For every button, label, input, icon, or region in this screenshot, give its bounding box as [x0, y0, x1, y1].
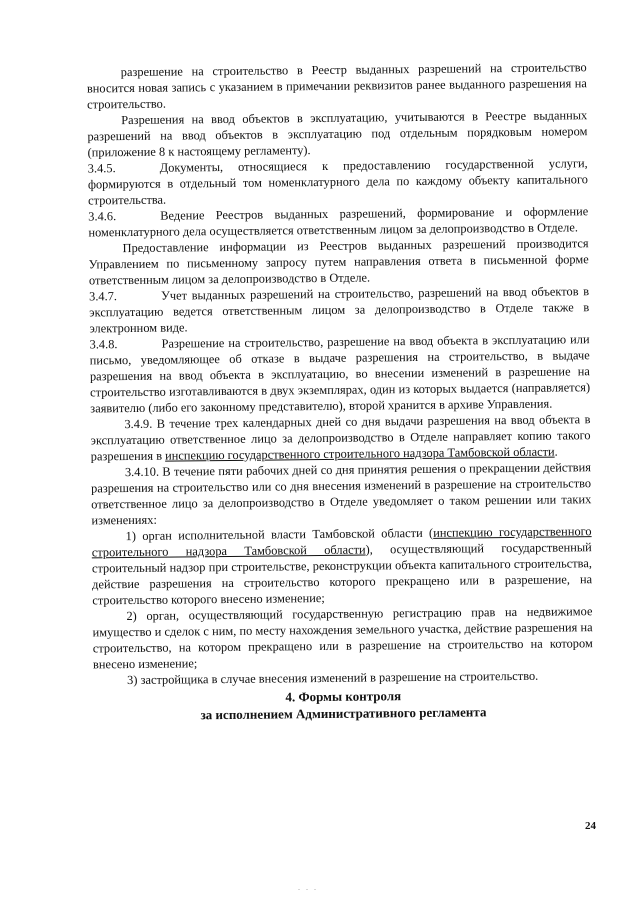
clause-text: Документы, относящиеся к предоставлению государственной услуги, формируются в отдельный том номенклатурного дела по каждому объекту капитального строительства. — [87, 156, 588, 208]
list-item-1 — [92, 523, 593, 608]
clause-number: 3.4.6. — [88, 209, 117, 224]
section-title: 4. Формы контроля — [285, 688, 402, 705]
paragraph-3-4-10: 3.4.10. В течение пяти рабочих дней со дня принятия решения о прекращении действия разрешения на строительство или со дня внесения изменений в разрешение на строительство ответственное лицо за делопроизводство в Отделе уведомляет о таком решении или таких изменениях: — [91, 460, 592, 528]
list-text: 1) орган исполнительной власти Тамбовской области ( — [125, 525, 434, 544]
clause-number: 3.4.5. — [87, 161, 116, 176]
underlined-text: инспекцию государственного строительного надзора Тамбовской области — [165, 444, 555, 463]
paragraph-3-4-6 — [88, 203, 588, 240]
footer-mark: . . . — [298, 883, 318, 892]
paragraph: Разрешения на ввод объектов в эксплуатацию, учитываются в Реестре выданных разрешений на ввод объектов в эксплуатацию под отдельным порядковым номером (приложение 8 к настоящему регламенту). — [87, 108, 588, 160]
paragraph-3-4-5 — [88, 155, 588, 208]
clause-text: Учет выданных разрешений на строительство, разрешений на ввод объектов в эксплуатацию ведется ответственным лицом за делопроизводство в Отделе также в электронном виде. — [89, 284, 590, 336]
clause-text: Разрешение на строительство, разрешение на ввод объекта в эксплуатацию или письмо, уведомляющее об отказе в выдаче разрешения на строительство, в выдаче разрешения на ввод объекта в эксплуатацию, во внесении изменений в разрешение на строительство изготавливаются в двух экземплярах, один из которых выдается (направляется) заявителю (либо его законному представителю), второй хранится в архиве Управления. — [89, 332, 591, 416]
clause-number: 3.4.7. — [89, 289, 118, 304]
clause-text: . — [554, 444, 558, 459]
clause-number: 3.4.8. — [89, 337, 118, 352]
clause-text: 3.4.9. В течение трех календарных дней со дня выдачи разрешения на ввод объекта в эксплуатацию ответственное лицо за делопроизводство в Отделе направляет копию такого разрешения в — [90, 412, 591, 464]
list-item-2: 2) орган, осуществляющий государственную регистрацию прав на недвижимое имущество и сделок с ним, по месту нахождения земельного участка, действие разрешения на строительство, на котором прекращено или в разрешение на строительство на котором внесено изменение; — [92, 604, 593, 672]
underlined-text: инспекцию государственного строительного надзора Тамбовской области — [91, 524, 592, 560]
paragraph-3-4-8 — [90, 331, 591, 416]
clause-text: Ведение Реестров выданных разрешений, формирование и оформление номенклатурного дела осуществляется ответственным лицом за делопроизводство в Отделе. — [88, 204, 589, 240]
paragraph: разрешение на строительство в Реестр выданных разрешений на строительство вносится новая запись с указанием в примечании реквизитов ранее выданного разрешения на строительство. — [86, 60, 587, 112]
list-text: ), осуществляющий государственный строительный надзор при строительстве, реконструкции объекта капитального строительства, действие разрешения на строительство которого прекращено или в разрешение, на строительство которого внесено изменение; — [91, 540, 593, 608]
page-number: 24 — [585, 820, 596, 832]
list-item-3: 3) застройщика в случае внесения изменений в разрешение на строительство. — [127, 668, 539, 688]
paragraph-3-4-7 — [89, 283, 589, 336]
paragraph: Предоставление информации из Реестров выданных разрешений производится Управлением по письменному запросу путем направления ответа в письменной форме ответственным лицом за делопроизводство в Отделе. — [88, 236, 589, 288]
paragraph-3-4-9 — [90, 411, 590, 464]
section-subtitle: за исполнением Административного регламента — [200, 704, 487, 723]
